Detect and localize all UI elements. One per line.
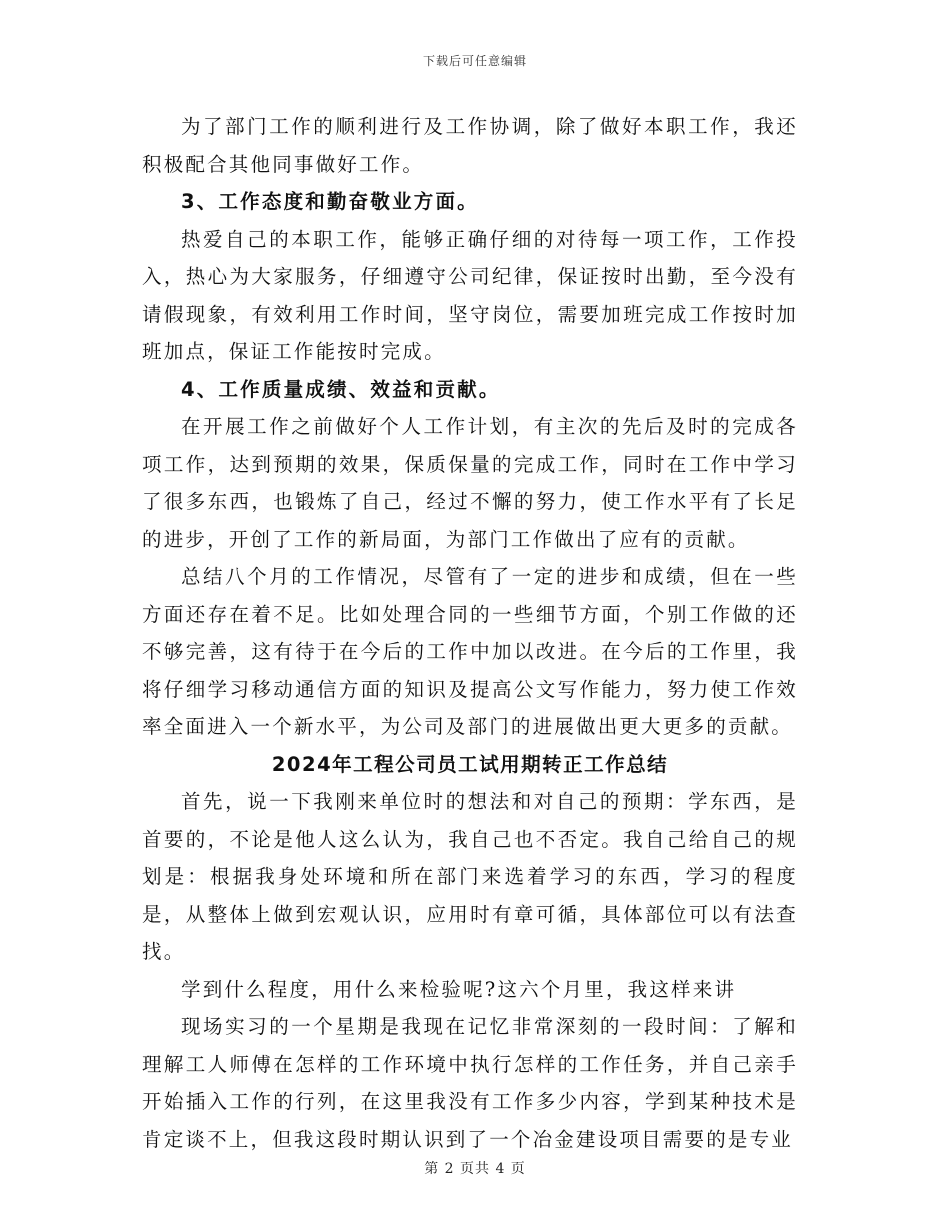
page-footer: 第 2 页共 4 页 [424,1161,526,1177]
paragraph-cooperation: 为了部门工作的顺利进行及工作协调，除了做好本职工作，我还积极配合其他同事做好工作。 [142,115,798,176]
paragraph-internship: 现场实习的一个星期是我现在记忆非常深刻的一段时间：了解和理解工人师傅在怎样的工作环境中执行怎样的工作任务，并自己亲手开始插入工作的行列，在这里我没有工作多少内容，学到某种技术是肯定谈不上，但我这段时期认识到了一个冶金建设项目需要的是专业 [142,1015,798,1151]
paragraph-quality: 在开展工作之前做好个人工作计划，有主次的先后及时的完成各项工作，达到预期的效果，保质保量的完成工作，同时在工作中学习了很多东西，也锻炼了自己，经过不懈的努力，使工作水平有了长足的进步，开创了工作的新局面，为部门工作做出了应有的贡献。 [142,415,798,551]
paragraph-attitude: 热爱自己的本职工作，能够正确仔细的对待每一项工作，工作投入，热心为大家服务，仔细遵守公司纪律，保证按时出勤，至今没有请假现象，有效利用工作时间，坚守岗位，需要加班完成工作按时加班加点，保证工作能按时完成。 [142,227,798,363]
page-header: 下载后可任意编辑 [422,54,527,68]
document-title: 2024年工程公司员工试用期转正工作总结 [271,752,669,776]
section-heading-attitude: 3、工作态度和勤奋敬业方面。 [181,190,479,213]
paragraph-question: 学到什么程度，用什么来检验呢?这六个月里，我这样来讲 [181,977,737,1001]
paragraph-expectations: 首先，说一下我刚来单位时的想法和对自己的预期：学东西，是首要的，不论是他人这么认为，我自己也不否定。我自己给自己的规划是：根据我身处环境和所在部门来选着学习的东西，学习的程度是，从整体上做到宏观认识，应用时有章可循，具体部位可以有法查找。 [142,790,798,963]
paragraph-summary: 总结八个月的工作情况，尽管有了一定的进步和成绩，但在一些方面还存在着不足。比如处理合同的一些细节方面，个别工作做的还不够完善，这有待于在今后的工作中加以改进。在今后的工作里，我将仔细学习移动通信方面的知识及提高公文写作能力，努力使工作效率全面进入一个新水平，为公司及部门的进展做出更大更多的贡献。 [142,565,798,738]
section-heading-quality: 4、工作质量成绩、效益和贡献。 [181,377,501,401]
document-body [142,108,798,1158]
